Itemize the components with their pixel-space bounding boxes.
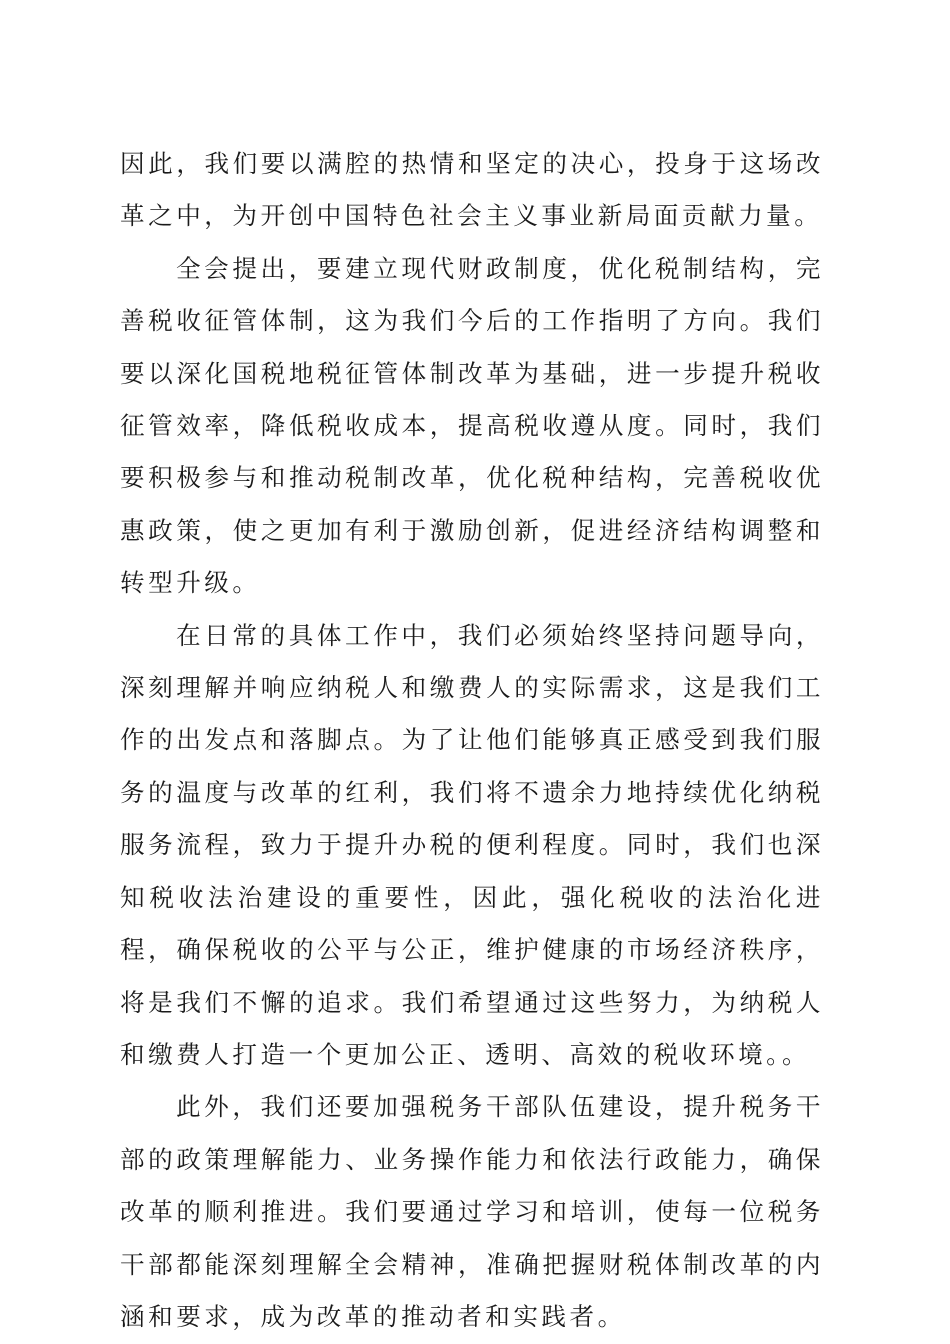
- paragraph-3: 在日常的具体工作中，我们必须始终坚持问题导向，深刻理解并响应纳税人和缴费人的实际需求，这是我们工作的出发点和落脚点。为了让他们能够真正感受到我们服务的温度与改革的红利，我们将不遗余力地持续优化纳税服务流程，致力于提升办税的便利程度。同时，我们也深知税收法治建设的重要性，因此，强化税收的法治化进程，确保税收的公平与公正，维护健康的市场经济秩序，将是我们不懈的追求。我们希望通过这些努力，为纳税人和缴费人打造一个更加公正、透明、高效的税收环境。。: [120, 620, 824, 1069]
- paragraph-4: 此外，我们还要加强税务干部队伍建设，提升税务干部的政策理解能力、业务操作能力和依法行政能力，确保改革的顺利推进。我们要通过学习和培训，使每一位税务干部都能深刻理解全会精神，准确把握财税体制改革的内涵和要求，成为改革的推动者和实践者。: [120, 1092, 824, 1331]
- document-body: [120, 138, 824, 1343]
- paragraph-2: 全会提出，要建立现代财政制度，优化税制结构，完善税收征管体制，这为我们今后的工作指明了方向。我们要以深化国税地税征管体制改革为基础，进一步提升税收征管效率，降低税收成本，提高税收遵从度。同时，我们要积极参与和推动税制改革，优化税种结构，完善税收优惠政策，使之更加有利于激励创新，促进经济结构调整和转型升级。: [120, 253, 824, 598]
- paragraph-1: 因此，我们要以满腔的热情和坚定的决心，投身于这场改革之中，为开创中国特色社会主义事业新局面贡献力量。: [120, 149, 824, 231]
